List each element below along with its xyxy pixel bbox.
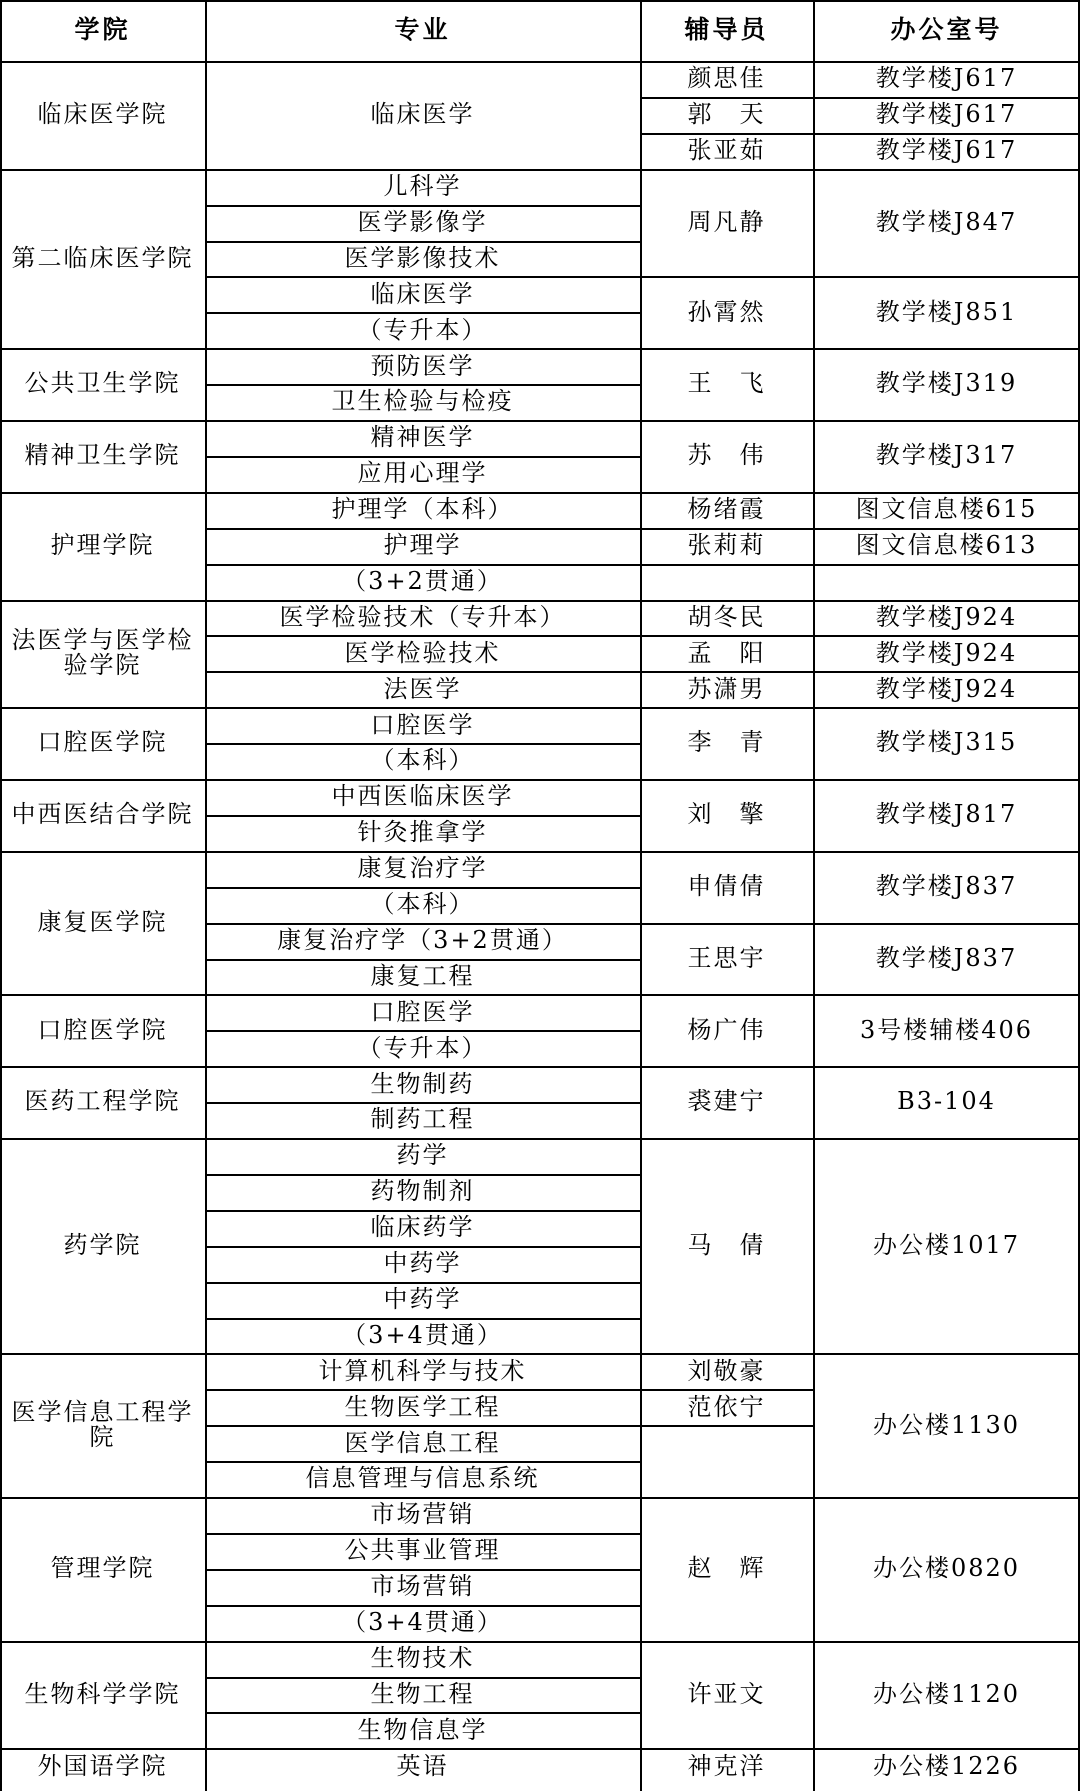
office-cell	[813, 564, 1080, 600]
counselor-cell: 杨绪霞	[687, 495, 766, 524]
office-cell: 教学楼J847	[875, 207, 1018, 236]
major-cell: 卫生检验与检疫	[331, 387, 514, 416]
major-cell: 中西医临床医学	[331, 782, 514, 811]
counselor-cell	[640, 564, 813, 600]
major-cell: 医学影像学	[357, 207, 488, 236]
counselor-cell: 张亚茹	[687, 136, 766, 165]
counselor-cell: 刘 擎	[687, 800, 766, 829]
major-cell: 中药学	[383, 1249, 462, 1278]
major-cell: 医学检验技术	[344, 638, 501, 667]
college-name: 医学信息工程学院	[11, 1398, 194, 1452]
office-cell: 办公楼0820	[872, 1554, 1021, 1583]
major-cell: （专升本）	[357, 1033, 488, 1062]
college-name: 公共卫生学院	[24, 369, 181, 398]
counselor-cell: 范依宁	[687, 1392, 766, 1421]
major-cell: 公共事业管理	[344, 1536, 501, 1565]
office-cell: 教学楼J317	[875, 441, 1018, 470]
major-cell: 生物技术	[370, 1643, 475, 1672]
major-cell: 医学影像技术	[344, 243, 501, 272]
counselor-cell: 孙霄然	[687, 297, 766, 326]
office-cell: 教学楼J617	[875, 64, 1018, 93]
major-cell: （3+2贯通）	[342, 566, 503, 595]
major-cell: 精神医学	[370, 423, 475, 452]
major-cell: 信息管理与信息系统	[305, 1464, 540, 1493]
major-cell: 临床医学	[370, 100, 475, 129]
counselor-cell: 赵 辉	[687, 1554, 766, 1583]
office-cell: 教学楼J617	[875, 136, 1018, 165]
office-cell: 3号楼辅楼406	[859, 1015, 1034, 1044]
office-cell: 办公楼1120	[872, 1679, 1021, 1708]
college-name: 精神卫生学院	[24, 441, 181, 470]
office-cell: 教学楼J924	[875, 602, 1018, 631]
office-cell: 教学楼J319	[875, 369, 1018, 398]
counselor-cell: 杨广伟	[687, 1015, 766, 1044]
major-cell: 生物制药	[370, 1069, 475, 1098]
major-cell: 应用心理学	[357, 459, 488, 488]
office-cell: 图文信息楼613	[855, 531, 1038, 560]
counselor-cell: 郭 天	[687, 100, 766, 129]
college-name: 中西医结合学院	[11, 800, 194, 829]
column-divider	[0, 0, 2, 1791]
counselor-cell: 苏潇男	[687, 674, 766, 703]
office-cell: 教学楼J837	[875, 943, 1018, 972]
major-cell: 医学信息工程	[344, 1428, 501, 1457]
major-cell: 生物工程	[370, 1679, 475, 1708]
major-cell: 市场营销	[370, 1572, 475, 1601]
table-top-border	[0, 0, 1080, 2]
counselor-cell	[640, 1425, 813, 1497]
college-name: 康复医学院	[37, 908, 168, 936]
college-name: 外国语学院	[37, 1751, 168, 1780]
major-cell: 市场营销	[370, 1500, 475, 1529]
counselor-cell: 申倩倩	[687, 872, 766, 901]
major-cell: 针灸推拿学	[357, 818, 488, 847]
major-cell: 生物医学工程	[344, 1392, 501, 1421]
office-cell: 教学楼J315	[875, 728, 1018, 757]
counselor-cell: 许亚文	[687, 1679, 766, 1708]
office-cell: 教学楼J817	[875, 800, 1018, 829]
college-name: 管理学院	[50, 1554, 155, 1583]
major-cell: 制药工程	[370, 1105, 475, 1134]
major-cell: （3+4贯通）	[342, 1608, 503, 1637]
college-name: 口腔医学院	[37, 1015, 168, 1044]
major-cell: 康复治疗学（3+2贯通）	[277, 925, 568, 954]
office-cell: 教学楼J924	[875, 638, 1018, 667]
header-cell: 专业	[394, 15, 451, 45]
office-cell: 办公楼1226	[872, 1751, 1021, 1780]
major-cell: 口腔医学	[370, 710, 475, 739]
major-cell: 法医学	[383, 674, 462, 703]
counselor-cell: 王思宇	[687, 943, 766, 972]
major-cell: 预防医学	[370, 351, 475, 380]
office-cell: 教学楼J924	[875, 674, 1018, 703]
college-name: 生物科学学院	[24, 1679, 181, 1708]
counselor-cell: 马 倩	[687, 1231, 766, 1260]
major-cell: 临床药学	[370, 1213, 475, 1242]
counselor-cell: 裘建宁	[687, 1087, 766, 1116]
counselor-cell: 周凡静	[687, 207, 766, 236]
office-cell: 办公楼1017	[872, 1231, 1021, 1260]
major-cell: 护理学（本科）	[331, 495, 514, 524]
major-cell: 英语	[396, 1751, 449, 1780]
office-cell: 教学楼J617	[875, 100, 1018, 129]
counselor-cell: 李 青	[687, 728, 766, 757]
counselor-cell: 苏 伟	[687, 441, 766, 470]
counselor-cell: 孟 阳	[687, 638, 766, 667]
college-name: 口腔医学院	[37, 728, 168, 757]
office-cell: 办公楼1130	[872, 1410, 1021, 1439]
major-cell: 儿科学	[383, 172, 462, 201]
major-cell: 康复工程	[370, 961, 475, 990]
major-cell: 临床医学	[370, 279, 475, 308]
major-cell: （3+4贯通）	[342, 1320, 503, 1349]
counselor-cell: 张莉莉	[687, 531, 766, 560]
major-cell: 生物信息学	[357, 1715, 488, 1744]
office-cell: 教学楼J837	[875, 872, 1018, 901]
counselor-cell: 刘敬豪	[687, 1356, 766, 1385]
major-cell: （本科）	[370, 890, 475, 919]
major-cell: 康复治疗学	[357, 854, 488, 883]
counselor-cell: 王 飞	[687, 369, 766, 398]
counselor-cell: 颜思佳	[687, 64, 766, 93]
college-name: 临床医学院	[37, 100, 168, 129]
major-cell: （本科）	[370, 746, 475, 775]
major-cell: 口腔医学	[370, 997, 475, 1026]
college-name: 法医学与医学检验学院	[11, 626, 194, 680]
college-name: 药学院	[63, 1231, 142, 1260]
header-cell: 辅导员	[684, 15, 769, 45]
office-cell: 图文信息楼615	[855, 495, 1038, 524]
office-cell: B3-104	[897, 1087, 996, 1116]
counselor-cell: 神克洋	[687, 1751, 766, 1780]
office-cell: 教学楼J851	[875, 297, 1018, 326]
counselor-cell: 胡冬民	[687, 602, 766, 631]
college-name: 护理学院	[50, 531, 155, 560]
header-cell: 办公室号	[890, 15, 1003, 45]
major-cell: （专升本）	[357, 315, 488, 344]
college-name: 第二临床医学院	[11, 243, 194, 272]
major-cell: 药学	[396, 1141, 449, 1170]
major-cell: 中药学	[383, 1284, 462, 1313]
major-cell: 药物制剂	[370, 1177, 475, 1206]
major-cell: 护理学	[383, 531, 462, 560]
header-cell: 学院	[74, 15, 131, 45]
major-cell: 医学检验技术（专升本）	[279, 602, 566, 631]
major-cell: 计算机科学与技术	[318, 1356, 527, 1385]
college-name: 医药工程学院	[24, 1087, 181, 1116]
